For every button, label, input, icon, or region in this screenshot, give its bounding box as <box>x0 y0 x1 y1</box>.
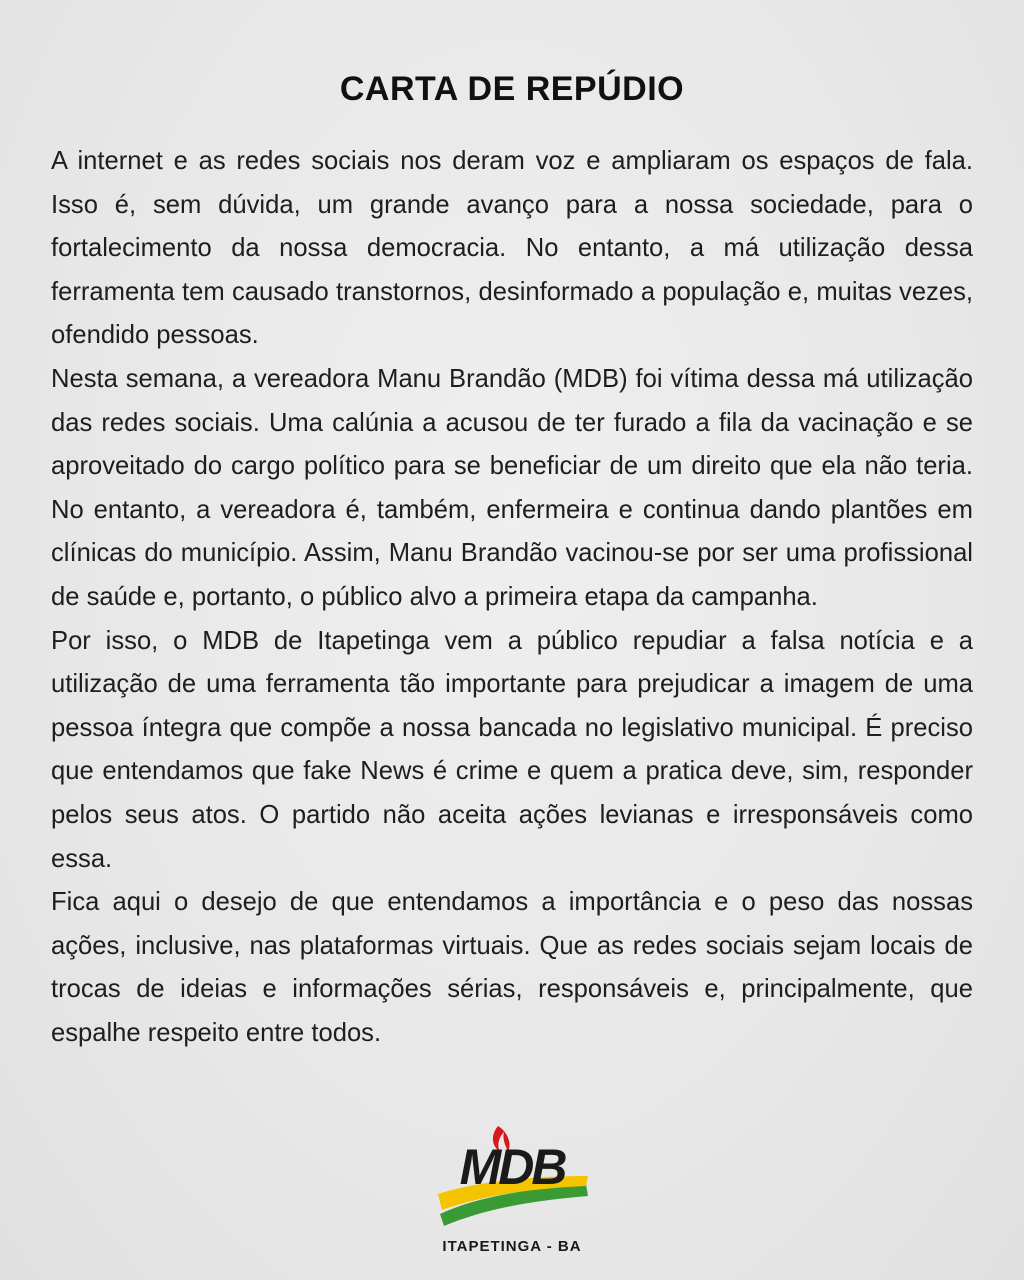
logo-caption: ITAPETINGA - BA <box>442 1238 582 1255</box>
letter-title: CARTA DE REPÚDIO <box>339 70 685 108</box>
paragraph-1: A internet e as redes sociais nos deram voz e ampliaram os espaços de fala. Isso é, sem dúvida, um grande avanço para a nossa sociedade, para o fortalecimento da nossa democracia. No entanto, a má utilização dessa ferramenta tem causado transtornos, desinformado a população e, muitas vezes, ofendido pessoas. <box>51 147 973 350</box>
paragraph-2: Nesta semana, a vereadora Manu Brandão (MDB) foi vítima dessa má utilização das redes sociais. Uma calúnia a acusou de ter furado a fila da vacinação e se aproveitado do cargo político para se beneficiar de um direito que ela não teria. No entanto, a vereadora é, também, enfermeira e continua dando plantões em clínicas do município. Assim, Manu Brandão vacinou-se por ser uma profissional de saúde e, portanto, o público alvo a primeira etapa da campanha. <box>51 364 973 611</box>
paragraph-4: Fica aqui o desejo de que entendamos a importância e o peso das nossas ações, inclusive, nas plataformas virtuais. Que as redes sociais sejam locais de trocas de ideias e informações sérias, responsáveis e, principalmente, que espalhe respeito entre todos. <box>51 888 973 1047</box>
paragraph-3: Por isso, o MDB de Itapetinga vem a público repudiar a falsa notícia e a utilização de uma ferramenta tão importante para prejudicar a imagem de uma pessoa íntegra que compõe a nossa bancada no legislativo municipal. É preciso que entendamos que fake News é crime e quem a pratica deve, sim, responder pelos seus atos. O partido não aceita ações levianas e irresponsáveis como essa. <box>51 626 973 873</box>
mdb-logo <box>432 1118 592 1230</box>
letter-body <box>51 140 973 1055</box>
logo-text: MDB <box>459 1139 565 1195</box>
